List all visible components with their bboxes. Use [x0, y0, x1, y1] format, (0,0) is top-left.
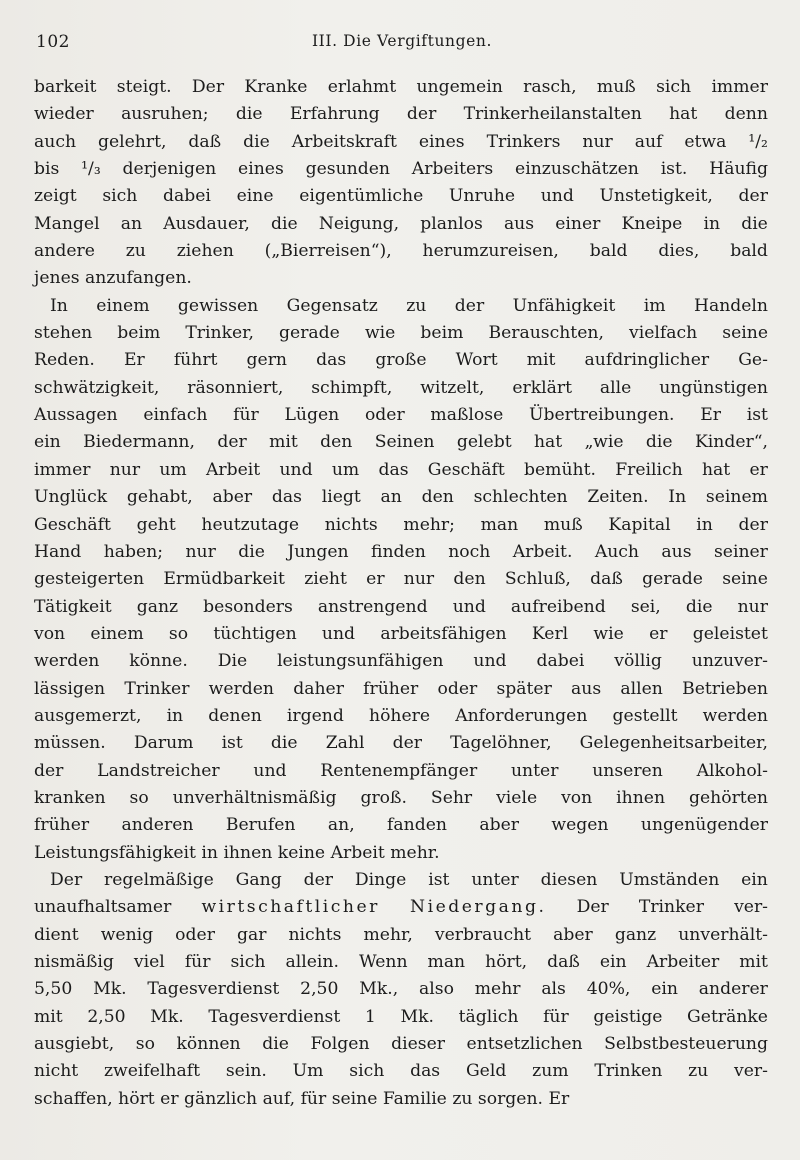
text-line: Aussagen einfach für Lügen oder maßlose Übertreibungen. Er ist: [34, 405, 768, 426]
text-line: Tätigkeit ganz besonders anstrengend und aufreibend sei, die nur: [34, 596, 768, 617]
text-line: auch gelehrt, daß die Arbeitskraft eines Trinkers nur auf etwa ¹/₂: [34, 131, 768, 152]
text-line: schwätzigkeit, räsonniert, schimpft, witzelt, erklärt alle ungünstigen: [34, 377, 768, 398]
text-line: Reden. Er führt gern das große Wort mit aufdringlicher Ge-: [34, 350, 768, 371]
text-line: der Landstreicher und Rentenempfänger unter unseren Alkohol-: [34, 760, 768, 781]
text-line: von einem so tüchtigen und arbeitsfähigen Kerl wie er geleistet: [34, 623, 768, 644]
paragraph: [34, 74, 768, 293]
running-head: III. Die Vergiftungen.: [311, 32, 493, 50]
page-number: 102: [36, 32, 70, 52]
text-line: immer nur um Arbeit und um das Geschäft bemüht. Freilich hat er: [34, 459, 768, 480]
text-line: Mangel an Ausdauer, die Neigung, planlos aus einer Kneipe in die: [34, 213, 768, 234]
text-line: zeigt sich dabei eine eigentümliche Unruhe und Unstetigkeit, der: [34, 186, 768, 207]
text-line: stehen beim Trinker, gerade wie beim Berauschten, vielfach seine: [34, 323, 768, 344]
text-line: müssen. Darum ist die Zahl der Tagelöhner, Gelegenheitsarbeiter,: [34, 733, 768, 754]
text-line: werden könne. Die leistungsunfähigen und dabei völlig unzuver-: [34, 651, 768, 672]
text-line: jenes anzufangen.: [34, 268, 192, 289]
text-line: lässigen Trinker werden daher früher oder später aus allen Betrieben: [34, 678, 768, 699]
text-line: dient wenig oder gar nichts mehr, verbraucht aber ganz unverhält-: [34, 924, 768, 945]
paragraph: [34, 867, 768, 1113]
text-line: unaufhaltsamer wirtschaftlicher Niedergang. Der Trinker ver-: [34, 897, 768, 918]
text-line: ein Biedermann, der mit den Seinen gelebt hat „wie die Kinder“,: [34, 432, 768, 453]
text-line: ausgemerzt, in denen irgend höhere Anforderungen gestellt werden: [34, 705, 768, 726]
text-line: barkeit steigt. Der Kranke erlahmt ungemein rasch, muß sich immer: [34, 77, 768, 97]
text-line: Unglück gehabt, aber das liegt an den schlechten Zeiten. In seinem: [34, 487, 768, 508]
text-line: kranken so unverhältnismäßig groß. Sehr viele von ihnen gehörten: [34, 787, 768, 808]
text-line: Der regelmäßige Gang der Dinge ist unter diesen Umständen ein: [50, 869, 768, 890]
page-header: [36, 32, 768, 56]
text-line: schaffen, hört er gänzlich auf, für seine Familie zu sorgen. Er: [34, 1088, 570, 1109]
text-line: wieder ausruhen; die Erfahrung der Trinkerheilanstalten hat denn: [34, 104, 768, 125]
body-text: [34, 74, 768, 1113]
text-line: mit 2,50 Mk. Tagesverdienst 1 Mk. täglich für geistige Getränke: [34, 1006, 768, 1027]
text-line: 5,50 Mk. Tagesverdienst 2,50 Mk., also mehr als 40%, ein anderer: [34, 979, 768, 1000]
text-line: In einem gewissen Gegensatz zu der Unfähigkeit im Handeln: [50, 295, 768, 316]
text-line: Hand haben; nur die Jungen finden noch Arbeit. Auch aus seiner: [34, 541, 768, 562]
text-line: bis ¹/₃ derjenigen eines gesunden Arbeiters einzuschätzen ist. Häufig: [34, 159, 768, 180]
text-line: Leistungsfähigkeit in ihnen keine Arbeit mehr.: [34, 842, 440, 863]
text-line: nismäßig viel für sich allein. Wenn man hört, daß ein Arbeiter mit: [34, 952, 768, 972]
text-line: Geschäft geht heutzutage nichts mehr; man muß Kapital in der: [34, 514, 768, 535]
paragraph: [34, 293, 768, 867]
text-line: andere zu ziehen („Bierreisen“), herumzureisen, bald dies, bald: [34, 241, 768, 262]
text-line: nicht zweifelhaft sein. Um sich das Geld zum Trinken zu ver-: [34, 1061, 768, 1082]
text-line: ausgiebt, so können die Folgen dieser entsetzlichen Selbstbesteuerung: [34, 1034, 768, 1055]
text-line: früher anderen Berufen an, fanden aber wegen ungenügender: [34, 815, 768, 836]
text-line: gesteigerten Ermüdbarkeit zieht er nur den Schluß, daß gerade seine: [34, 569, 768, 590]
